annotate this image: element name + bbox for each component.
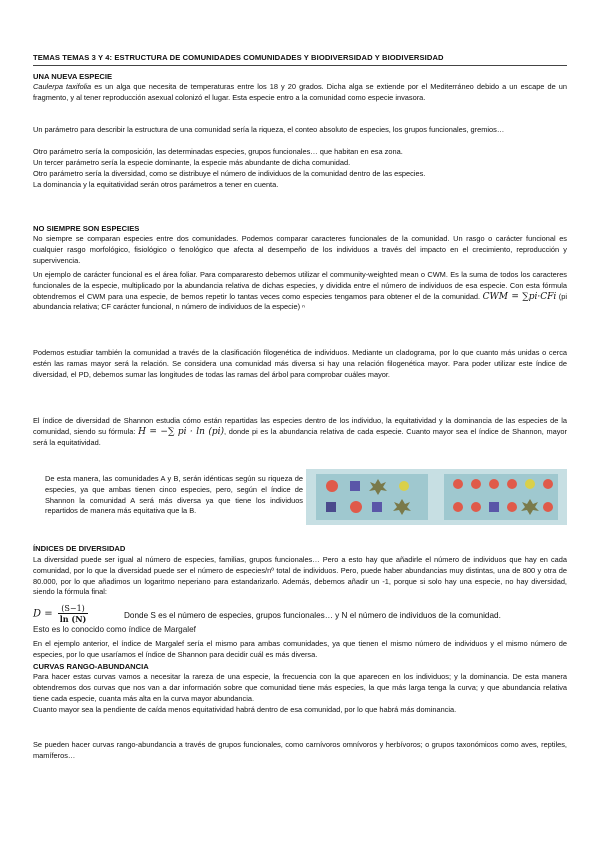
paragraph-pendiente: Cuanto mayor sea la pendiente de caída menos equitatividad habrá dentro de esa comunidad, por lo que habrá más dominancia. bbox=[33, 705, 457, 714]
community-figure bbox=[306, 469, 567, 525]
shape-dark-square bbox=[326, 502, 336, 512]
paragraph-diversidad-definicion: La diversidad puede ser igual al número de especies, familias, grupos funcionales… Pero a esto hay que añadirle el número de individuos que hay en cada comunidad, por lo que la diversidad puede ser el número de especies/nº total de individuos. Pero, puede haber abundancias muy distintas, una de 800 y otra de 80.000, por lo que añadimos un logaritmo neperiano para estandarizarlo. Además, debemos añadir un -1, porque si solo hay una especie, no hay diversidad, siendo la fórmula final: bbox=[33, 555, 567, 597]
shape-red-circle bbox=[489, 479, 499, 489]
cwm-legend: (pi abundancia relativa; CF carácter funcional, n número de individuos de la especie) bbox=[33, 291, 567, 312]
shape-red-circle bbox=[507, 479, 517, 489]
paragraph-margalef-ejemplo: En el ejemplo anterior, el índice de Margalef sería el mismo para ambas comunidades, ya que tienen el mismo número de individuos y el mismo número de especies, por lo que usaríamos el índice de Shannon para decidir cuál es más diversa. bbox=[33, 639, 567, 659]
species-name: Caulerpa taxifolia bbox=[33, 82, 92, 91]
formula-numerator: (S−1) bbox=[58, 604, 89, 614]
shape-red-circle bbox=[453, 479, 463, 489]
formula-denominator: ln (N) bbox=[59, 614, 87, 624]
shape-blue-square bbox=[372, 502, 382, 512]
heading-nueva-especie: UNA NUEVA ESPECIE bbox=[33, 72, 113, 81]
paragraph-riqueza: Un parámetro para describir la estructura de una comunidad sería la riqueza, el conteo absoluto de especies, los grupos funcionales, gremios… bbox=[33, 125, 505, 134]
shannon-formula: H = −∑ pi · ln (pi) bbox=[138, 426, 225, 437]
margalef-note: Esto es lo conocido como índice de Margalef bbox=[33, 625, 196, 634]
heading-indices-diversidad: ÍNDICES DE DIVERSIDAD bbox=[33, 544, 126, 553]
paragraph-composicion: Otro parámetro sería la composición, las determinadas especies, grupos funcionales… que habitan en esa zona. bbox=[33, 147, 403, 156]
shape-yellow-circle bbox=[399, 481, 409, 491]
paragraph-filogenetica: Podemos estudiar también la comunidad a través de la clasificación filogenética de individuos. Mediante un cladograma, por lo que cuanto más unidas o cerca estén las ramas mayor será la relación. Se considera una comunidad más diversa si hay una relación filogenética mayor. Para poder utilizar este índice de diversidad, el PD, debemos sumar las longitudes de todas las ramas del árbol para comprobar cuáles mayor. bbox=[33, 348, 567, 379]
paragraph-caracteres-funcionales: No siempre se comparan especies entre dos comunidades. Podemos comparar caracteres funcionales de la comunidad. Un rasgo o carácter funcional es cualquier rasgo morfológico, fisiológico o fenológico que afecta al desempeño de los individuos a través del impacto en el crecimiento, reproducción y supervivencia. bbox=[33, 234, 567, 265]
margalef-formula bbox=[33, 604, 88, 624]
formula-explanation: Donde S es el número de especies, grupos funcionales… y N el número de individuos de la comunidad. bbox=[124, 611, 501, 620]
shape-red-circle bbox=[350, 501, 362, 513]
shape-red-circle bbox=[543, 502, 553, 512]
shape-red-circle bbox=[471, 479, 481, 489]
formula-lhs: D = bbox=[33, 608, 53, 620]
cwm-footnote: ⁿ bbox=[300, 302, 305, 312]
paragraph-curvas: Para hacer estas curvas vamos a necesitar la rareza de una especie, la frecuencia con la que aparecen en los individuos; y la dominancia. De esta manera obtendremos dos curvas que nos van a dar información sobre que comunidad tiene más especies, la que más larga tenga la curva; y que abundancia relativa tiene cada especie, cuanta más alta en la curva mayor abundancia. bbox=[33, 672, 567, 703]
paragraph-shannon-text: El índice de diversidad de Shannon estudia cómo están repartidas las especies dentro de los individuo, la equitatividad y la dominancia de las especies de la comunidad, siendo su fórmula: bbox=[33, 416, 567, 436]
formula-fraction bbox=[58, 604, 89, 624]
heading-no-siempre-especies: NO SIEMPRE SON ESPECIES bbox=[33, 224, 140, 233]
shape-red-circle bbox=[326, 480, 338, 492]
shape-red-circle bbox=[453, 502, 463, 512]
shape-red-circle bbox=[543, 479, 553, 489]
paragraph-caulerpa-text: es un alga que necesita de temperaturas entre los 18 y 20 grados. Dicha alga se extiende por el Mediterráneo debido a un escape de un fragmento, y al tener reproducción asexual colonizó el lugar. Esta especie entro a la comunidad como especie invasora. bbox=[33, 82, 567, 102]
shape-red-circle bbox=[507, 502, 517, 512]
page-title: TEMAS TEMAS 3 Y 4: ESTRUCTURA DE COMUNIDADES COMUNIDADES Y BIODIVERSIDAD Y BIODIVERSIDAD bbox=[33, 53, 567, 66]
paragraph-shannon-end: , donde pi es la abundancia relativa de cada especie. Cuanto mayor sea el índice de Shannon, mayor será la equitatividad. bbox=[33, 426, 567, 447]
paragraph-diversidad: Otro parámetro sería la diversidad, como se distribuye el número de individuos de la comunidad dentro de las especies. bbox=[33, 169, 426, 178]
paragraph-caulerpa bbox=[33, 82, 567, 104]
heading-curvas-rango-abundancia: CURVAS RANGO-ABUNDANCIA bbox=[33, 662, 149, 671]
cwm-formula: CWM = ∑pi·CFi bbox=[482, 291, 557, 302]
paragraph-grupos: Se pueden hacer curvas rango-abundancia a través de grupos funcionales, como carnívoros omnívoros y herbívoros; o grupos taxonómicos como aves, reptiles, mamíferos… bbox=[33, 740, 567, 760]
shape-blue-square bbox=[489, 502, 499, 512]
shape-blue-square bbox=[350, 481, 360, 491]
paragraph-cwm bbox=[33, 270, 567, 313]
paragraph-dominante: Un tercer parámetro sería la especie dominante, la especie más abundante de dicha comunidad. bbox=[33, 158, 351, 167]
shape-yellow-circle bbox=[525, 479, 535, 489]
figure-caption: De esta manera, las comunidades A y B, serán idénticas según su riqueza de especies, ya que ambas tienen cinco especies, pero, según el índice de Shannon la comunidad A será más diversa ya que tiene los individuos repartidos de manera más equitativa que la B. bbox=[45, 474, 303, 516]
paragraph-cwm-text: Un ejemplo de carácter funcional es el área foliar. Para compararesto debemos utilizar el community-weighted mean o CWM. Es la suma de todos los caracteres funcionales de la especie, multiplicado por la abundancia relativa de dichas especies, y dividida entre el número de individuos de esa especie. Con esta fórmula obtendremos el CWM para una especie, de bemos repetir lo tantas veces como especies tengamos para obtener el de la comunidad. bbox=[33, 270, 567, 301]
paragraph-equitatividad: La dominancia y la equitatividad serán otros parámetros a tener en cuenta. bbox=[33, 180, 279, 189]
paragraph-shannon bbox=[33, 416, 567, 448]
shape-red-circle bbox=[471, 502, 481, 512]
